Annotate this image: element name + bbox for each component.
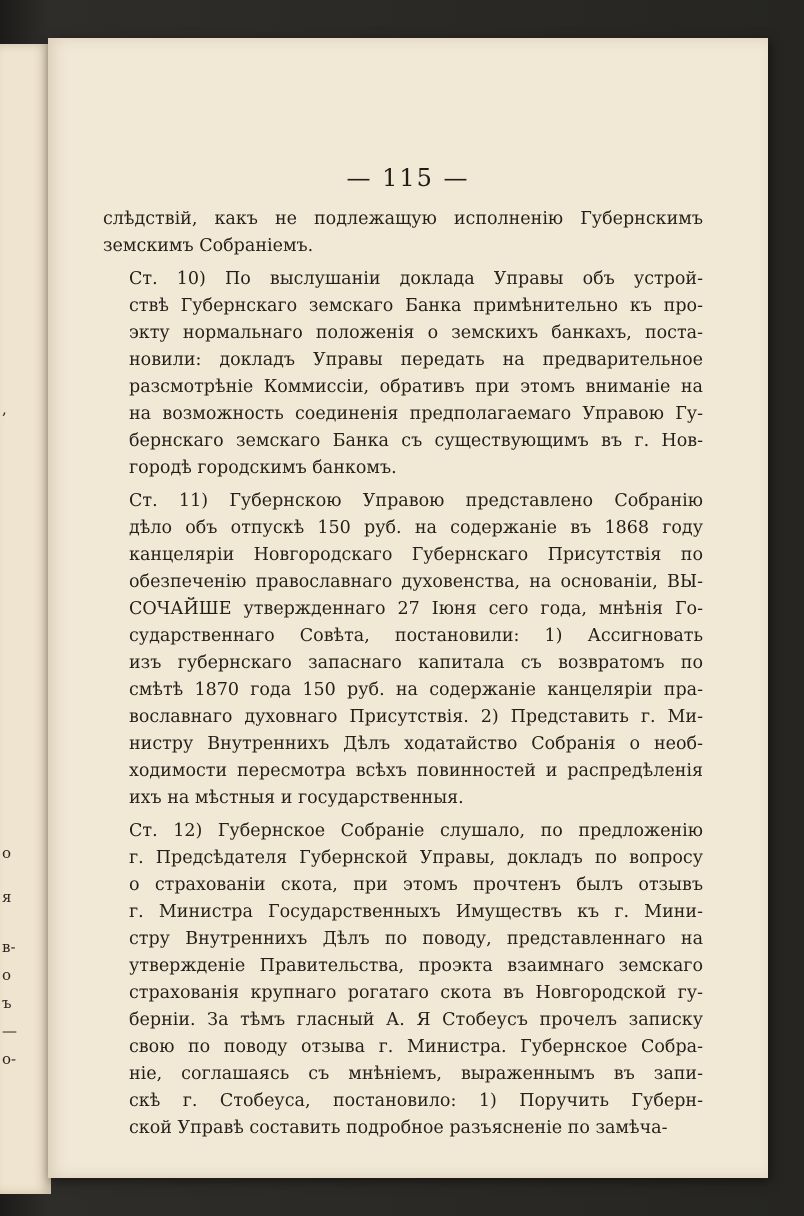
text-line: Ст. 10) По выслушаніи доклада Управы объ устрой- <box>129 269 703 289</box>
text-line: Ст. 11) Губернскою Управою представлено Собранію <box>129 491 703 511</box>
text-line: ской Управѣ составить подробное разъясненіе по замѣча- <box>129 1118 668 1138</box>
text-line: берніи. За тѣмъ гласный А. Я Стобеусъ прочелъ записку <box>129 1010 703 1030</box>
text-line: ніе, соглашаясь съ мнѣніемъ, выраженнымъ въ запи- <box>129 1064 703 1084</box>
text-line: г. Предсѣдателя Губернской Управы, докладъ по вопросу <box>129 848 703 868</box>
facing-page-edge <box>0 44 51 1194</box>
text-line: СОЧАЙШЕ утвержденнаго 27 Іюня сего года, мнѣнія Го- <box>129 599 703 619</box>
text-line: слѣдствій, какъ не подлежащую исполненію Губернскимъ <box>103 209 703 229</box>
page-number: — 115 — <box>346 164 470 192</box>
facing-page-fragment: в- <box>2 938 16 956</box>
text-line: ихъ на мѣстныя и государственныя. <box>129 788 464 808</box>
paragraph <box>103 206 703 260</box>
text-line: бернскаго земскаго Банка съ существующимъ въ г. Нов- <box>129 431 703 451</box>
text-line: ствѣ Губернскаго земскаго Банка примѣнительно къ про- <box>129 296 703 316</box>
facing-page-fragment: о <box>2 966 12 984</box>
page-body <box>103 206 703 1142</box>
book-page <box>48 38 768 1178</box>
facing-page-fragment: — <box>2 1022 17 1040</box>
facing-page-fragment: , <box>2 400 7 418</box>
text-line: вославнаго духовнаго Присутствія. 2) Представить г. Ми- <box>129 707 703 727</box>
text-line: г. Министра Государственныхъ Имуществъ къ г. Мини- <box>129 902 703 922</box>
facing-page-fragment: я <box>2 888 12 906</box>
text-line: о страхованіи скота, при этомъ прочтенъ былъ отзывъ <box>129 875 703 895</box>
text-line: скѣ г. Стобеуса, постановило: 1) Поручить Губерн- <box>129 1091 703 1111</box>
text-line: нистру Внутреннихъ Дѣлъ ходатайство Собранія о необ- <box>129 734 703 754</box>
text-line: канцеляріи Новгородскаго Губернскаго Присутствія по <box>129 545 703 565</box>
paragraph <box>103 818 703 1142</box>
text-line: разсмотрѣніе Коммиссіи, обративъ при этомъ вниманіе на <box>129 377 703 397</box>
text-line: сударственнаго Совѣта, постановили: 1) Ассигновать <box>129 626 703 646</box>
text-line: изъ губернскаго запаснаго капитала съ возвратомъ по <box>129 653 703 673</box>
text-line: Ст. 12) Губернское Собраніе слушало, по предложенію <box>129 821 703 841</box>
text-line: экту нормальнаго положенія о земскихъ банкахъ, поста- <box>129 323 703 343</box>
text-line: обезпеченію православнаго духовенства, на основаніи, ВЫ- <box>129 572 703 592</box>
facing-page-fragment: о <box>2 844 12 862</box>
text-line: стру Внутреннихъ Дѣлъ по поводу, представленнаго на <box>129 929 703 949</box>
text-line: на возможность соединенія предполагаемаго Управою Гу- <box>129 404 703 424</box>
text-line: смѣтѣ 1870 года 150 руб. на содержаніе канцеляріи пра- <box>129 680 703 700</box>
text-line: дѣло объ отпускѣ 150 руб. на содержаніе въ 1868 году <box>129 518 703 538</box>
text-line: свою по поводу отзыва г. Министра. Губернское Собра- <box>129 1037 703 1057</box>
text-line: ходимости пересмотра всѣхъ повинностей и распредѣленія <box>129 761 703 781</box>
paragraph <box>103 488 703 812</box>
text-line: утвержденіе Правительства, проэкта взаимнаго земскаго <box>129 956 703 976</box>
text-line: страхованія крупнаго рогатаго скота въ Новгородской гу- <box>129 983 703 1003</box>
paragraph <box>103 266 703 482</box>
facing-page-fragment: о- <box>2 1050 17 1068</box>
text-line: городѣ городскимъ банкомъ. <box>129 458 397 478</box>
text-line: новили: докладъ Управы передать на предварительное <box>129 350 703 370</box>
text-line: земскимъ Собраніемъ. <box>103 236 314 256</box>
facing-page-fragment: ъ <box>2 994 12 1012</box>
